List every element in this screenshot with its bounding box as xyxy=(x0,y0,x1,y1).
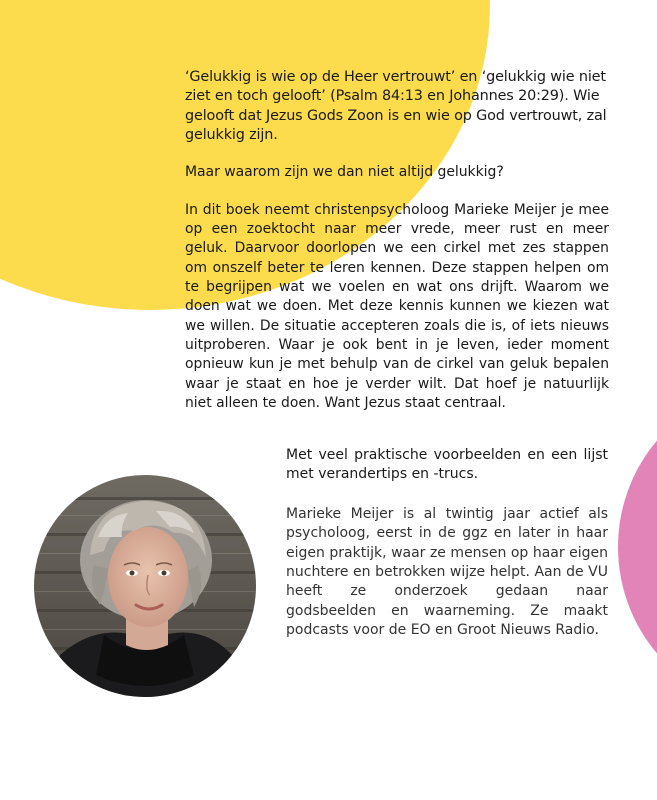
intro-quote: ‘Gelukkig is wie op de Heer vertrouwt’ en ‘gelukkig wie niet ziet en toch gelooft’ (Psalm 84:13 en Johannes 20:29). Wie gelooft dat Jezus Gods Zoon is en wie op God vertrouwt, zal gelukkig zijn. xyxy=(185,69,607,143)
pink-circle-decoration xyxy=(618,382,657,712)
author-portrait xyxy=(34,475,256,697)
features-text: Met veel praktische voorbeelden en een lijst met verandertips en -trucs. xyxy=(286,447,608,483)
intro-question: Maar waarom zijn we dan niet altijd gelukkig? xyxy=(185,164,504,181)
book-description: In dit boek neemt christenpsycholoog Marieke Meijer je mee op een zoektocht naar meer vrede, meer rust en meer geluk. Daarvoor doorlopen we een cirkel met zes stappen om onszelf beter te leren kennen. Deze stappen helpen om te begrijpen wat we voelen en wat ons drijft. Waarom we doen wat we doen. Met deze kennis kunnen we kiezen wat we willen. De situatie accepteren zoals die is, of iets nieuws uitproberen. Waar je ook bent in je leven, ieder moment opnieuw kun je met behulp van de cirkel van geluk bepalen waar je staat en hoe je verder wilt. Dat hoef je natuurlijk niet alleen te doen. Want Jezus staat centraal. xyxy=(185,201,609,412)
back-cover-text xyxy=(185,68,609,413)
lower-text-block xyxy=(286,446,608,641)
author-bio: Marieke Meijer is al twintig jaar actief als psycholoog, eerst in de ggz en later in haar eigen praktijk, waar ze mensen op haar eigen nuchtere en betrokken wijze helpt. Aan de VU heeft ze onderzoek gedaan naar godsbeelden en waarneming. Ze maakt podcasts voor de EO en Groot Nieuws Radio. xyxy=(286,505,608,639)
